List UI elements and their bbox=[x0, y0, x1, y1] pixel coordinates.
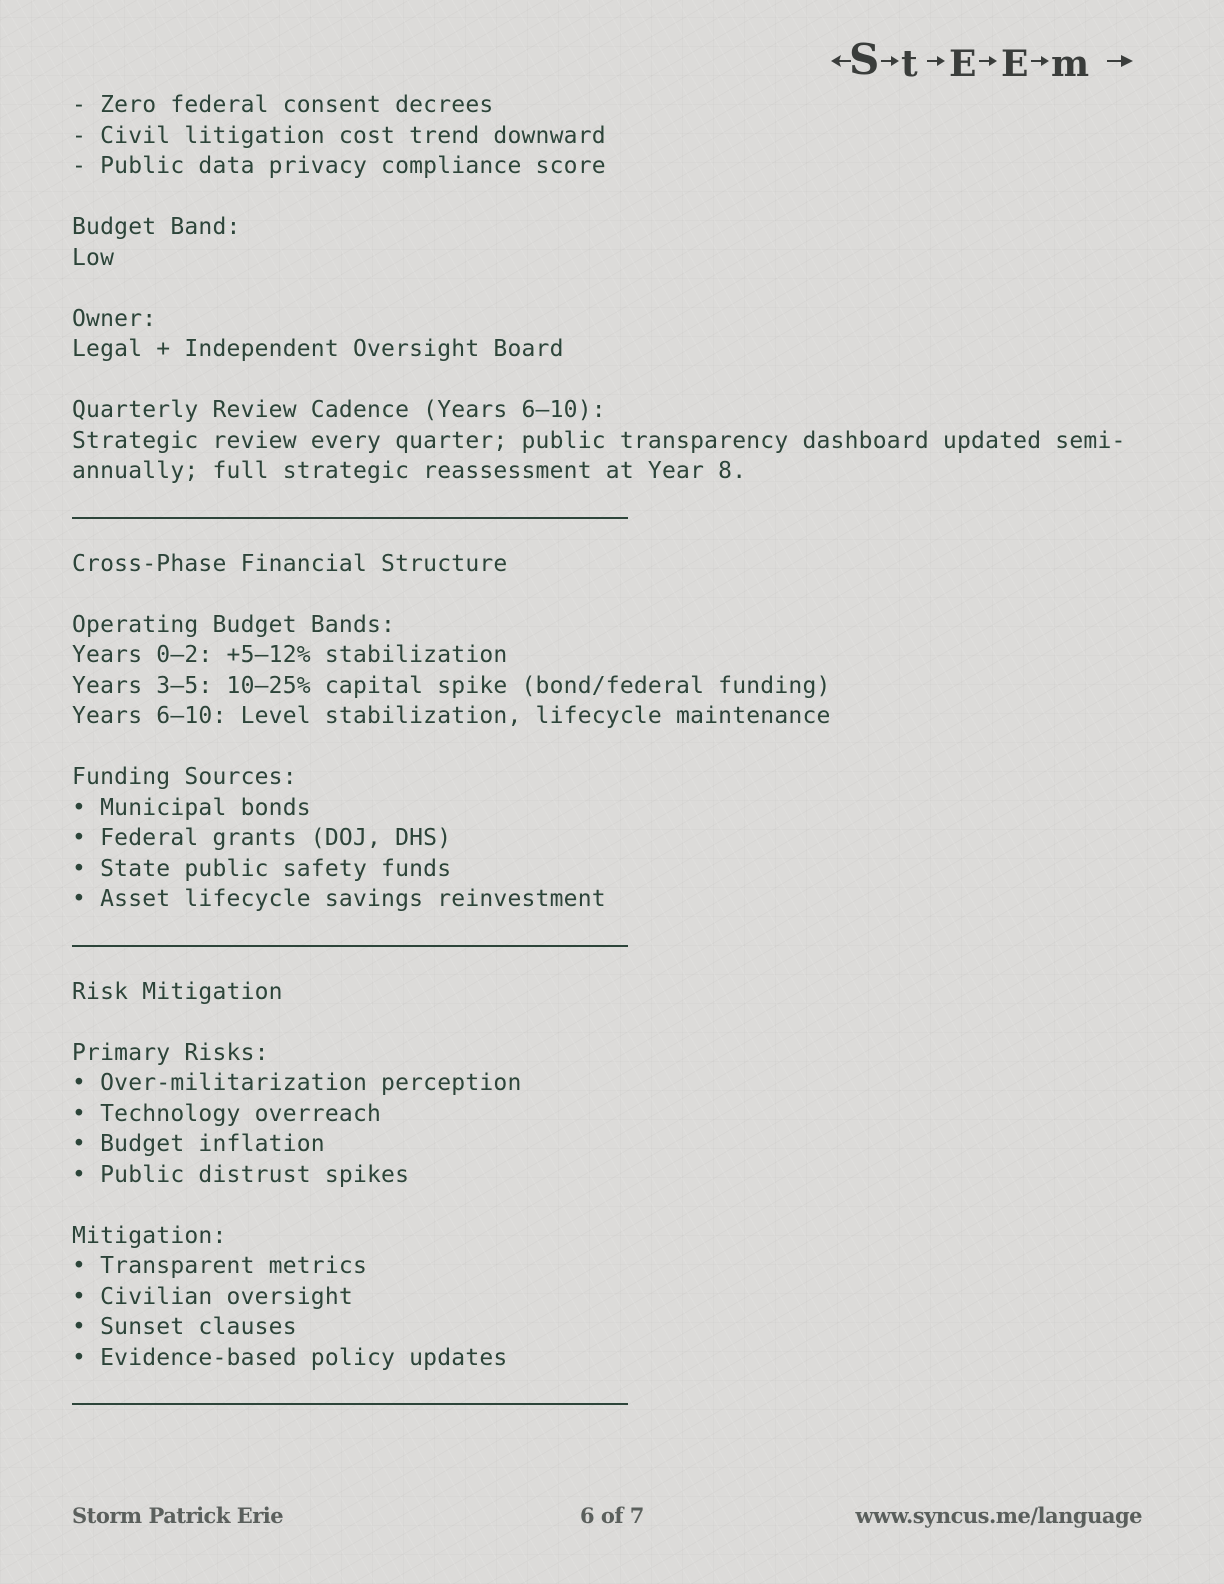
risk-item: • Over-militarization perception bbox=[72, 1070, 522, 1096]
cadence-label: Quarterly Review Cadence (Years 6–10): bbox=[72, 397, 606, 423]
cadence-text: annually; full strategic reassessment at Year 8. bbox=[72, 458, 747, 484]
risk-item: • Public distrust spikes bbox=[72, 1161, 410, 1188]
mitigation-item: • Sunset clauses bbox=[72, 1314, 297, 1340]
footer-page-number: 6 of 7 bbox=[580, 1503, 644, 1528]
funding-sources-label: Funding Sources: bbox=[72, 764, 297, 790]
risk-item: • Technology overreach bbox=[72, 1100, 382, 1127]
budget-band-row: Years 3–5: 10–25% capital spike (bond/federal funding) bbox=[72, 672, 831, 699]
mitigation-label: Mitigation: bbox=[72, 1222, 227, 1249]
owner-value: Legal + Independent Oversight Board bbox=[72, 336, 564, 362]
mitigation-item: • Evidence-based policy updates bbox=[72, 1344, 508, 1371]
risk-item: • Budget inflation bbox=[72, 1131, 325, 1157]
owner-label: Owner: bbox=[72, 305, 157, 332]
mitigation-item: • Transparent metrics bbox=[72, 1253, 367, 1279]
budget-band-row: Years 0–2: +5–12% stabilization bbox=[72, 642, 508, 668]
logo-letter-s: S bbox=[849, 38, 880, 84]
mitigation-item: • Civilian oversight bbox=[72, 1283, 353, 1310]
kpi-item: - Public data privacy compliance score bbox=[72, 153, 606, 179]
steem-logo bbox=[829, 38, 1149, 84]
cadence-text: Strategic review every quarter; public transparency dashboard updated semi- bbox=[72, 427, 1126, 454]
kpi-item: - Civil litigation cost trend downward bbox=[72, 122, 606, 149]
logo-letter-e2: E bbox=[1001, 43, 1029, 84]
funding-source-item: • State public safety funds bbox=[72, 855, 452, 882]
section-divider bbox=[72, 1403, 628, 1405]
primary-risks-label: Primary Risks: bbox=[72, 1039, 269, 1066]
funding-source-item: • Municipal bonds bbox=[72, 794, 311, 821]
budget-band-value: Low bbox=[72, 244, 115, 271]
budget-band-label: Budget Band: bbox=[72, 214, 241, 240]
logo-letter-m: m bbox=[1051, 43, 1090, 84]
kpi-item: - Zero federal consent decrees bbox=[72, 92, 494, 118]
logo-letter-t: t bbox=[901, 43, 918, 84]
footer-url[interactable]: www.syncus.me/language bbox=[855, 1503, 1142, 1528]
funding-source-item: • Asset lifecycle savings reinvestment bbox=[72, 886, 606, 912]
operating-bands-label: Operating Budget Bands: bbox=[72, 611, 396, 638]
section-divider bbox=[72, 517, 628, 519]
budget-band-row: Years 6–10: Level stabilization, lifecycle maintenance bbox=[72, 703, 831, 729]
footer-author: Storm Patrick Erie bbox=[72, 1503, 284, 1528]
funding-source-item: • Federal grants (DOJ, DHS) bbox=[72, 825, 452, 851]
section-heading-risk: Risk Mitigation bbox=[72, 978, 283, 1005]
section-divider bbox=[72, 945, 628, 947]
logo-letter-e1: E bbox=[949, 43, 977, 84]
document-body bbox=[72, 90, 1152, 1435]
page-footer bbox=[72, 1503, 1142, 1533]
section-heading-financial: Cross-Phase Financial Structure bbox=[72, 550, 508, 577]
